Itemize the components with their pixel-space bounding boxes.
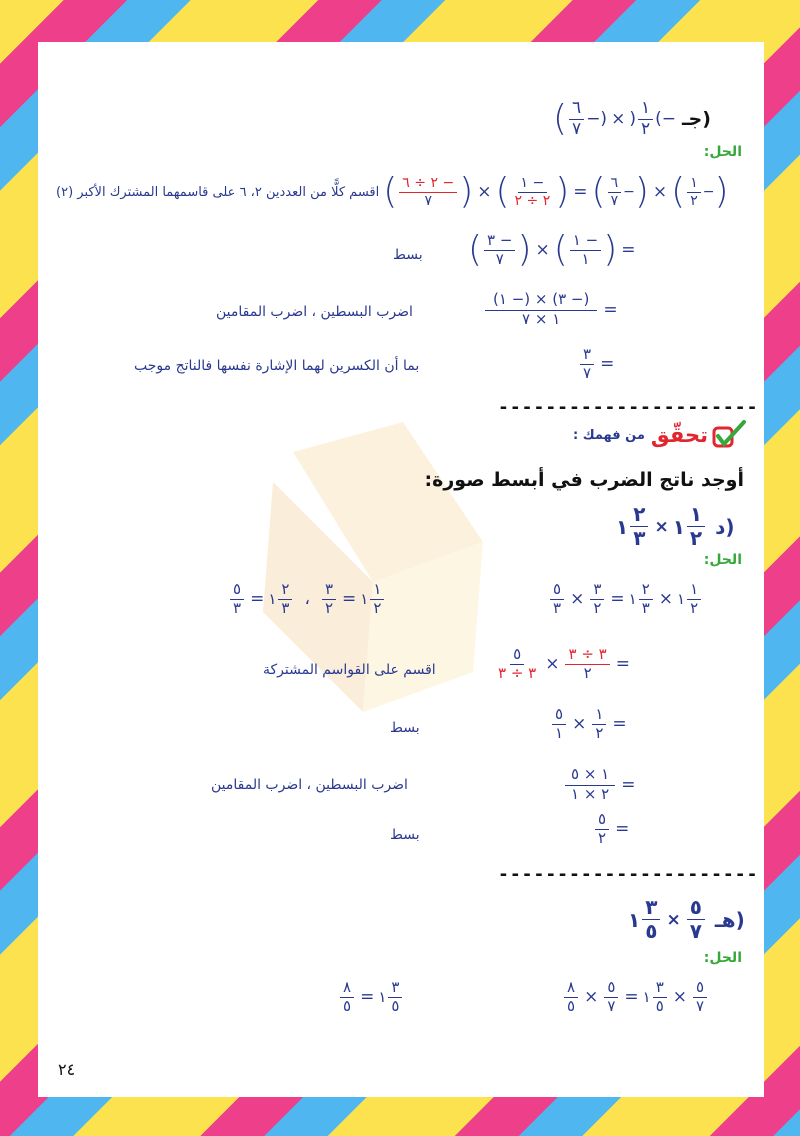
frac-den: ٣	[233, 598, 242, 617]
solution-label: الحل:	[703, 950, 742, 966]
frac-den: ٢ × ١	[571, 784, 610, 803]
frac-den: ٥	[391, 996, 400, 1015]
frac-den: ٣	[641, 598, 650, 617]
part-c-step2: ( $\frac{٣ -}{٧}$ ) × ( $\frac{١ -}{١}$ ) =	[468, 229, 636, 270]
part-d-label: د)	[715, 514, 735, 539]
step-note: اقسم كلًّا من العددين ٢، ٦ على قاسمهما المشترك الأكبر (٢)	[56, 184, 380, 200]
whole: ١	[360, 590, 369, 609]
whole: ١	[616, 514, 629, 539]
part-d-step4: $\frac{١ \times ٥}{٢ \times ١}$ =	[563, 767, 639, 803]
frac-num: ٥	[552, 707, 566, 725]
instruction: أوجد ناتج الضرب في أبسط صورة:	[424, 469, 744, 491]
frac-den: ٢	[583, 663, 592, 682]
frac-num: ٣	[653, 980, 667, 998]
paren: )	[629, 109, 636, 130]
frac-den: ٣	[281, 598, 290, 617]
part-c-label: جـ)	[682, 108, 711, 131]
frac-den: ١	[581, 249, 590, 268]
frac-den: ٥	[655, 996, 664, 1015]
frac-num: ٣	[322, 582, 336, 600]
frac-num: ٣	[590, 582, 604, 600]
frac-num: ٨	[564, 980, 578, 998]
part-d-step1: $\frac{٥}{٣}$ × $\frac{٣}{٢}$ = ١ $\frac{٢}{٣}$ × ١ $\frac{١}{٢}$	[548, 582, 703, 617]
part-e-conversion: $\frac{٨}{٥}$ = ١ $\frac{٣}{٥}$	[338, 980, 404, 1015]
frac-num: ٥	[595, 812, 609, 830]
frac-den: ٢	[595, 723, 604, 742]
step-note: اقسم على القواسم المشتركة	[263, 662, 436, 678]
whole: ١	[268, 590, 277, 609]
frac-num: ٣	[388, 980, 402, 998]
sign-minus: −	[623, 184, 635, 200]
frac-num: ٥	[604, 980, 618, 998]
part-c-step4: $\frac{٣}{٧}$ =	[578, 347, 618, 382]
frac-num: ١ × ٥	[565, 767, 615, 786]
check-word: تحقّق	[650, 423, 708, 447]
checkmark-icon	[712, 420, 746, 450]
frac-num: ٥	[693, 980, 707, 998]
frac-den: ٧	[424, 192, 432, 209]
frac-num: ٥	[510, 647, 524, 665]
separator: ----------------------	[498, 864, 759, 885]
frac-num: ٢	[278, 582, 292, 600]
frac-den: ٧	[583, 363, 592, 382]
frac-num: ٨	[340, 980, 354, 998]
frac-num: ١	[687, 176, 701, 193]
frac-num: ٦	[608, 176, 622, 193]
check-rest: من فهمك :	[573, 427, 645, 443]
frac-num: ٢	[630, 504, 648, 527]
whole: ١	[642, 988, 651, 1007]
frac-num: ٢	[639, 582, 653, 600]
frac-num: ٣ ÷ ٣	[565, 647, 609, 665]
solution-label: الحل:	[703, 552, 742, 568]
separator-comma: ،	[304, 589, 310, 610]
frac-den: ٢	[593, 598, 602, 617]
whole: ١	[378, 988, 387, 1007]
frac-den: ٣	[553, 598, 562, 617]
frac-den: ٥	[645, 919, 658, 943]
step-note: اضرب البسطين ، اضرب المقامين	[211, 777, 408, 793]
part-d-step3: $\frac{٥}{١}$ × $\frac{١}{٢}$ =	[550, 707, 631, 742]
frac-num: (١ −) × (٣ −)	[485, 292, 597, 311]
frac-den: ١	[555, 723, 564, 742]
frac-den: ٢	[324, 598, 333, 617]
frac-num: ١	[592, 707, 606, 725]
solution-label: الحل:	[703, 144, 742, 160]
frac-den: ١ × ٧	[522, 309, 561, 328]
frac-den: ٢	[373, 598, 382, 617]
sign-minus: (−	[655, 109, 676, 130]
frac-num: ٣ −	[484, 233, 515, 251]
frac-num: ١	[638, 100, 653, 120]
frac-num: ٥	[687, 897, 705, 920]
page-number: ٢٤	[58, 1060, 76, 1079]
part-e-label: هـ)	[714, 907, 745, 932]
frac-den: ٧	[610, 192, 619, 209]
part-d-step2: $\frac{٥}{٣ \div ٣}$ × $\frac{٣ \div ٣}{٢}$ =	[493, 647, 634, 682]
frac-den: ٧	[495, 249, 504, 268]
frac-num: ٥	[550, 582, 564, 600]
frac-den: ٣	[633, 526, 646, 550]
frac-den: ٧	[689, 919, 702, 943]
whole: ١	[672, 514, 685, 539]
step-note: بسط	[393, 247, 423, 263]
frac-num: ١ −	[518, 176, 548, 193]
step-note: بما أن الكسرين لهما الإشارة نفسها فالناتج موجب	[134, 358, 420, 374]
separator: ----------------------	[498, 397, 759, 418]
times-sign: ×	[611, 109, 626, 130]
part-c-step3: $\frac{(١ -) \times (٣ -)}{١ \times ٧}$ =	[483, 292, 622, 328]
step-note: بسط	[390, 827, 420, 843]
frac-num: ١	[687, 504, 705, 527]
frac-den: ٢ ÷ ٢	[514, 192, 551, 209]
sign-minus: −	[702, 184, 715, 200]
check-heading	[573, 420, 746, 450]
whole: ١	[628, 590, 637, 609]
frac-num: ١	[370, 582, 384, 600]
part-d-title: ١ $\frac{٢}{٣}$ × ١ $\frac{١}{٢}$ د)	[616, 502, 735, 550]
step-note: بسط	[390, 720, 420, 736]
frac-den: ٢	[640, 118, 651, 139]
whole: ١	[628, 907, 641, 932]
part-c-step1: اقسم كلًّا من العددين ٢، ٦ على قاسمهما المشترك الأكبر (٢) ( $\frac{٢ \div ٦ -}{٧}$ ) × ( $\frac{١ -}{٢ \div ٢}$ ) = ( $\frac{٦}{٧}$ − ) × ( $\frac{١}{٢}$ − )	[56, 171, 729, 212]
part-e-title: ١ $\frac{٣}{٥}$ × $\frac{٥}{٧}$ هـ)	[628, 895, 745, 943]
frac-den: ٢	[598, 828, 607, 847]
frac-den: ٢	[690, 598, 699, 617]
frac-num: ٣	[580, 347, 594, 365]
page-sheet	[38, 42, 764, 1097]
frac-num: ٦	[569, 100, 584, 120]
part-c-title: ( $\frac{٦}{٧}$ −) × ) $\frac{١}{٢}$ (− جـ)	[553, 98, 711, 140]
frac-num: ٥	[230, 582, 244, 600]
frac-den: ٧	[696, 996, 705, 1015]
sign-minus: −)	[586, 109, 608, 130]
whole: ١	[677, 590, 686, 609]
frac-den: ٥	[343, 996, 352, 1015]
frac-den: ٧	[572, 118, 582, 139]
frac-num: ١	[687, 582, 701, 600]
part-e-step1: $\frac{٨}{٥}$ × $\frac{٥}{٧}$ = ١ $\frac{٣}{٥}$ × $\frac{٥}{٧}$	[562, 980, 709, 1015]
frac-num: ٢ ÷ ٦ −	[399, 176, 457, 193]
part-d-step5: $\frac{٥}{٢}$ =	[593, 812, 633, 847]
frac-num: ٣	[642, 897, 660, 920]
frac-den: ٢	[689, 526, 703, 550]
step-note: اضرب البسطين ، اضرب المقامين	[216, 304, 413, 320]
frac-den: ٧	[607, 996, 616, 1015]
part-d-conversion: $\frac{٥}{٣}$ = ١ $\frac{٢}{٣}$ ، $\frac{٣}{٢}$ = ١ $\frac{١}{٢}$	[228, 582, 386, 617]
frac-den: ٣ ÷ ٣	[498, 663, 537, 682]
frac-den: ٥	[567, 996, 576, 1015]
frac-num: ١ −	[570, 233, 601, 251]
frac-den: ٢	[690, 192, 698, 209]
